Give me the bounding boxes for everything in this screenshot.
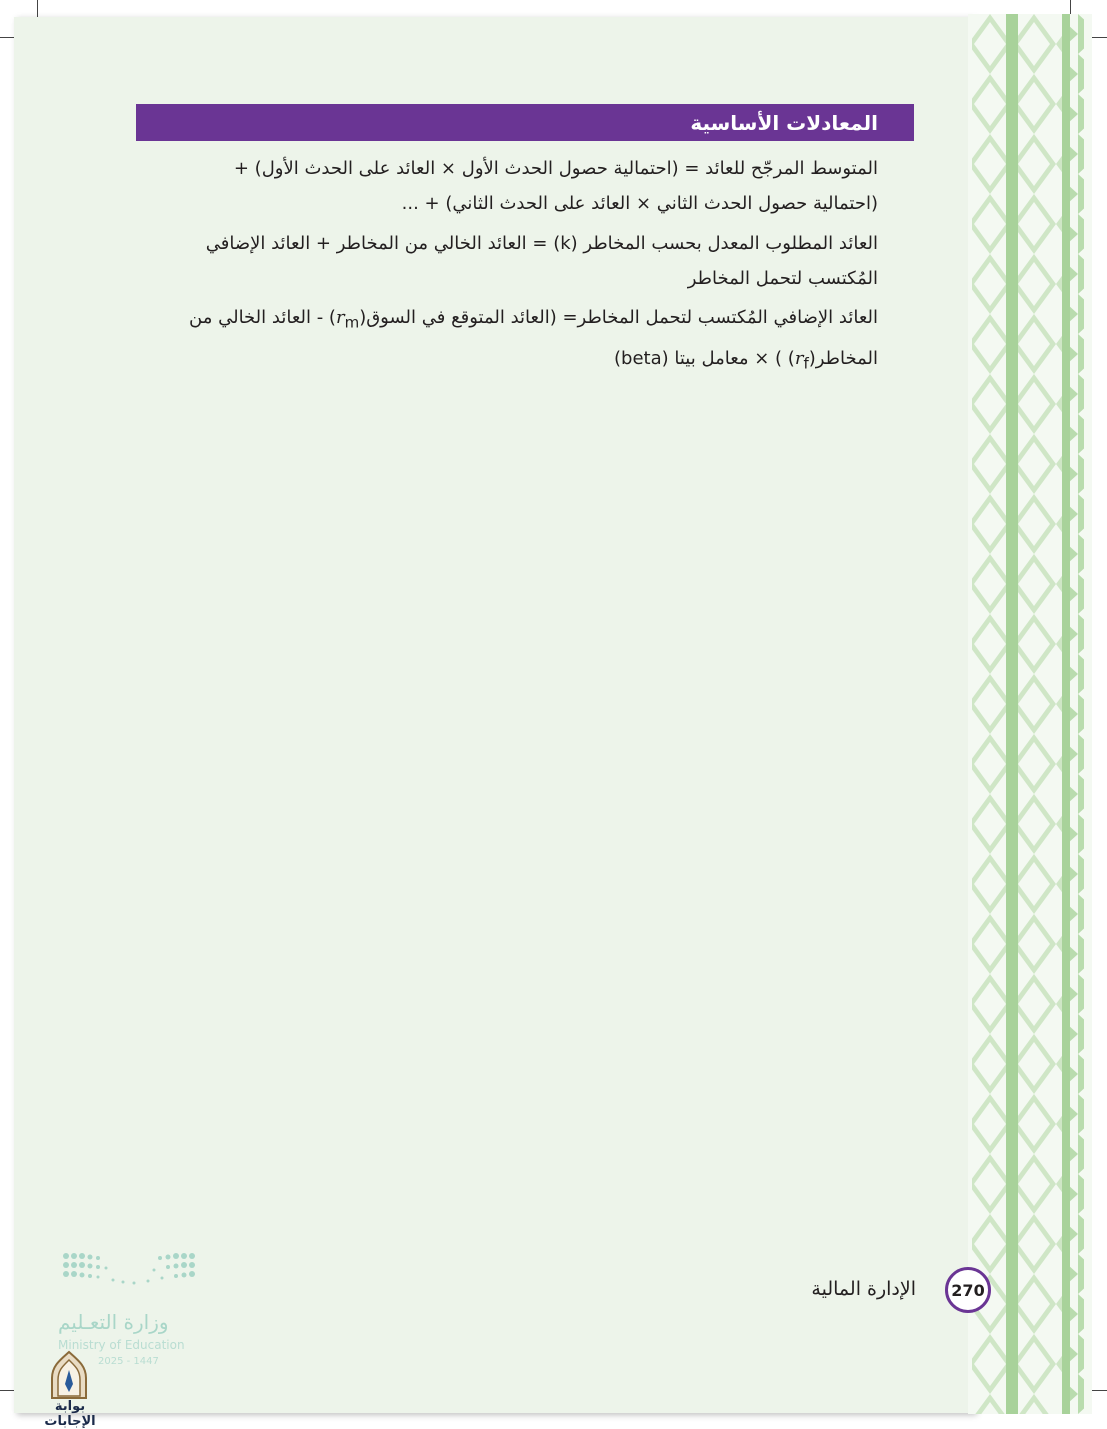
ministry-name-arabic: وزارة التعـليم: [58, 1310, 169, 1334]
ministry-year: 2025 - 1447: [98, 1356, 159, 1367]
section-heading: المعادلات الأساسية: [690, 110, 878, 135]
section-heading-bar: [136, 104, 914, 141]
equation-weighted-average: [133, 151, 878, 221]
decorative-side-border: [968, 14, 1092, 1414]
watermark-mosque-icon: [46, 1350, 92, 1402]
watermark-text: بوابة الإجابات: [44, 1399, 96, 1429]
book-title: الإدارة المالية: [811, 1278, 916, 1300]
equation-line: العائد الإضافي المُكتسب لتحمل المخاطر= (العائد المتوقع في $السوق(r_m)$ - العائد الخالي من: [189, 307, 878, 332]
ministry-name-english: Ministry of Education: [58, 1338, 185, 1352]
page-number: 270: [945, 1267, 991, 1313]
equation-required-return: [133, 226, 878, 296]
ministry-logo-dots: [58, 1250, 203, 1310]
equation-line: المُكتسب لتحمل المخاطر: [687, 268, 878, 289]
equation-risk-premium: [133, 300, 878, 381]
equation-line: $المخاطر(r_f)$ ) × معامل بيتا (beta): [614, 347, 878, 373]
equation-line: (احتمالية حصول الحدث الثاني × العائد على الحدث الثاني) + ...: [401, 193, 878, 214]
equation-line: العائد المطلوب المعدل بحسب المخاطر (k) = العائد الخالي من المخاطر + العائد الإضافي: [205, 233, 878, 254]
equation-line: المتوسط المرجّح للعائد = (احتمالية حصول الحدث الأول × العائد على الحدث الأول) +: [233, 158, 878, 179]
